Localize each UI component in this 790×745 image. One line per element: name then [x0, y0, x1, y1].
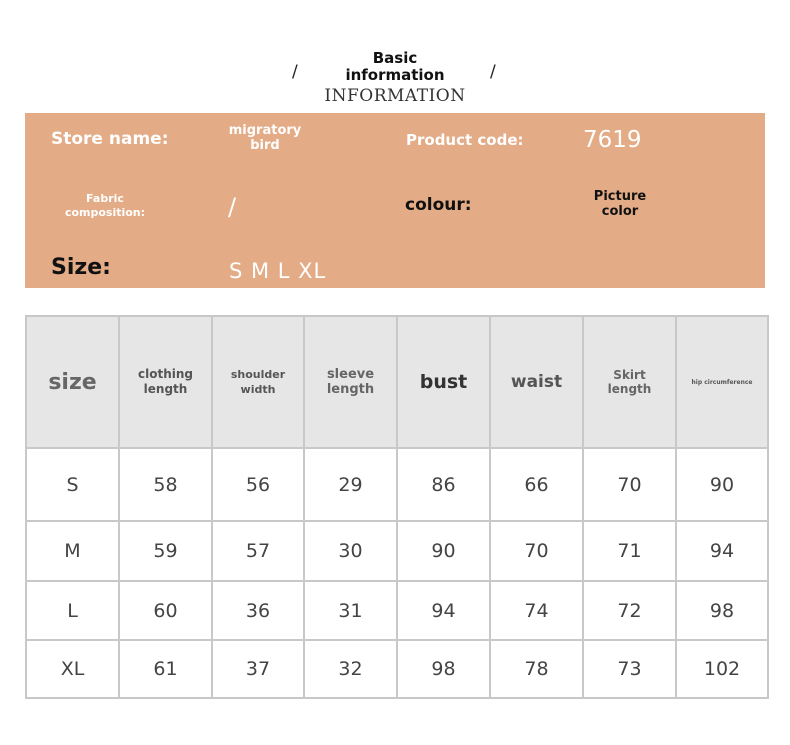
title-slash-right: /	[490, 62, 496, 82]
cell-sleeve-length: 31	[304, 581, 397, 640]
title-line-1: Basic	[372, 49, 418, 67]
cell-size: L	[26, 581, 119, 640]
cell-clothing-length: 60	[119, 581, 212, 640]
header-hip-circumference: hip circumference	[676, 316, 768, 448]
cell-sleeve-length: 30	[304, 521, 397, 581]
cell-shoulder-width: 37	[212, 640, 304, 698]
table-row	[26, 640, 768, 698]
product-code-label: Product code:	[406, 131, 524, 149]
store-name-value-line2: bird	[250, 138, 280, 153]
cell-hip-circumference: 94	[676, 521, 768, 581]
table-row	[26, 521, 768, 581]
fabric-composition-label	[55, 192, 155, 220]
header-shoulder-width	[212, 316, 304, 448]
cell-bust: 94	[397, 581, 490, 640]
table-body	[26, 448, 768, 698]
store-name-label: Store name:	[51, 129, 169, 149]
size-table	[25, 315, 769, 699]
title-subtitle: INFORMATION	[324, 86, 466, 106]
cell-waist: 74	[490, 581, 583, 640]
colour-value-line1: Picture	[593, 189, 647, 204]
cell-hip-circumference: 90	[676, 448, 768, 521]
header-clothing-length	[119, 316, 212, 448]
store-name-value-line1: migratory	[228, 123, 302, 138]
header-shoulder-width-line1: shoulder	[230, 368, 286, 381]
basic-info-panel	[25, 113, 765, 288]
header-skirt-length	[583, 316, 676, 448]
header-skirt-length-line1: Skirt	[613, 368, 646, 382]
header-clothing-length-line1: clothing	[138, 367, 193, 381]
cell-clothing-length: 58	[119, 448, 212, 521]
cell-size: XL	[26, 640, 119, 698]
fabric-composition-value: /	[228, 193, 237, 221]
cell-sleeve-length: 29	[304, 448, 397, 521]
fabric-label-line1: Fabric	[86, 192, 124, 205]
size-label: Size:	[51, 255, 111, 280]
size-value: S M L XL	[229, 259, 327, 283]
product-code-value: 7619	[583, 127, 642, 153]
page-header	[0, 0, 790, 112]
cell-skirt-length: 71	[583, 521, 676, 581]
cell-shoulder-width: 56	[212, 448, 304, 521]
cell-hip-circumference: 98	[676, 581, 768, 640]
cell-size: M	[26, 521, 119, 581]
header-skirt-length-line2: length	[607, 382, 652, 396]
cell-waist: 70	[490, 521, 583, 581]
cell-clothing-length: 59	[119, 521, 212, 581]
cell-bust: 98	[397, 640, 490, 698]
header-sleeve-length-line2: length	[326, 382, 375, 397]
colour-value-line2: color	[601, 204, 639, 219]
cell-skirt-length: 72	[583, 581, 676, 640]
header-sleeve-length-line1: sleeve	[326, 367, 375, 382]
cell-hip-circumference: 102	[676, 640, 768, 698]
cell-waist: 66	[490, 448, 583, 521]
fabric-label-line2: composition:	[64, 206, 146, 219]
title-line-2: information	[345, 66, 445, 84]
cell-clothing-length: 61	[119, 640, 212, 698]
header-sleeve-length	[304, 316, 397, 448]
cell-size: S	[26, 448, 119, 521]
table-row	[26, 581, 768, 640]
colour-label: colour:	[405, 195, 472, 215]
cell-bust: 86	[397, 448, 490, 521]
header-bust: bust	[397, 316, 490, 448]
header-waist: waist	[490, 316, 583, 448]
cell-shoulder-width: 36	[212, 581, 304, 640]
cell-sleeve-length: 32	[304, 640, 397, 698]
header-size: size	[26, 316, 119, 448]
store-name-value	[220, 123, 310, 153]
cell-skirt-length: 70	[583, 448, 676, 521]
colour-value	[580, 189, 660, 219]
title-slash-left: /	[292, 62, 298, 82]
size-chart	[25, 315, 769, 699]
header-shoulder-width-line2: width	[240, 383, 276, 396]
cell-bust: 90	[397, 521, 490, 581]
table-header-row	[26, 316, 768, 448]
table-row	[26, 448, 768, 521]
cell-shoulder-width: 57	[212, 521, 304, 581]
cell-waist: 78	[490, 640, 583, 698]
header-clothing-length-line2: length	[143, 382, 188, 396]
cell-skirt-length: 73	[583, 640, 676, 698]
